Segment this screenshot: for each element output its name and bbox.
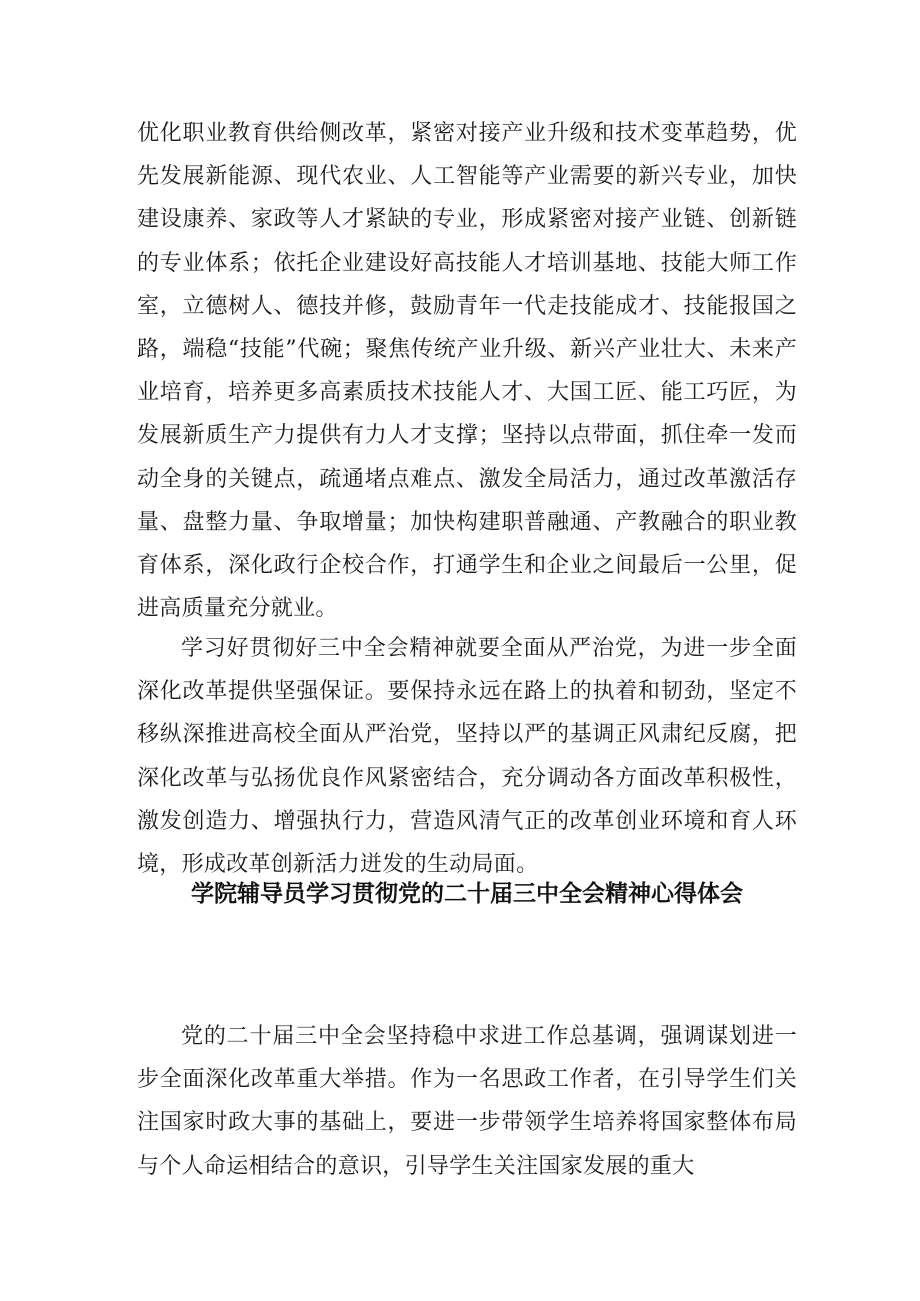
section-title: 学院辅导员学习贯彻党的二十届三中全会精神心得体会 — [191, 881, 743, 907]
body-paragraph: 优化职业教育供给侧改革，紧密对接产业升级和技术变革趋势，优先发展新能源、现代农业、人工智能等产业需要的新兴专业，加快建设康养、家政等人才紧缺的专业，形成紧密对接产业链、创新链的专业体系；依托企业建设好高技能人才培训基地、技能大师工作室，立德树人、德技并修，鼓励青年一代走技能成才、技能报国之路，端稳“技能”代碗；聚焦传统产业升级、新兴产业壮大、未来产业培育，培养更多高素质技术技能人才、大国工匠、能工巧匠，为发展新质生产力提供有力人才支撑；坚持以点带面，抓住牵一发而动全身的关键点，疏通堵点难点、激发全局活力，通过改革激活存量、盘整力量、争取增量；加快构建职普融通、产教融合的职业教育体系，深化政行企校合作，打通学生和企业之间最后一公里，促进高质量充分就业。 — [137, 121, 797, 622]
body-paragraph: 学习好贯彻好三中全会精神就要全面从严治党，为进一步全面深化改革提供坚强保证。要保持永远在路上的执着和韧劲，坚定不移纵深推进高校全面从严治党，坚持以严的基调正风肃纪反腐，把深化改革与弘扬优良作风紧密结合，充分调动各方面改革积极性，激发创造力、增强执行力，营造风清气正的改革创业环境和育人环境，形成改革创新活力迸发的生动局面。 — [137, 636, 797, 878]
body-paragraph: 党的二十届三中全会坚持稳中求进工作总基调，强调谋划进一步全面深化改革重大举措。作为一名思政工作者，在引导学生们关注国家时政大事的基础上，要进一步带领学生培养将国家整体布局与个人命运相结合的意识，引导学生关注国家发展的重大 — [137, 1024, 797, 1179]
